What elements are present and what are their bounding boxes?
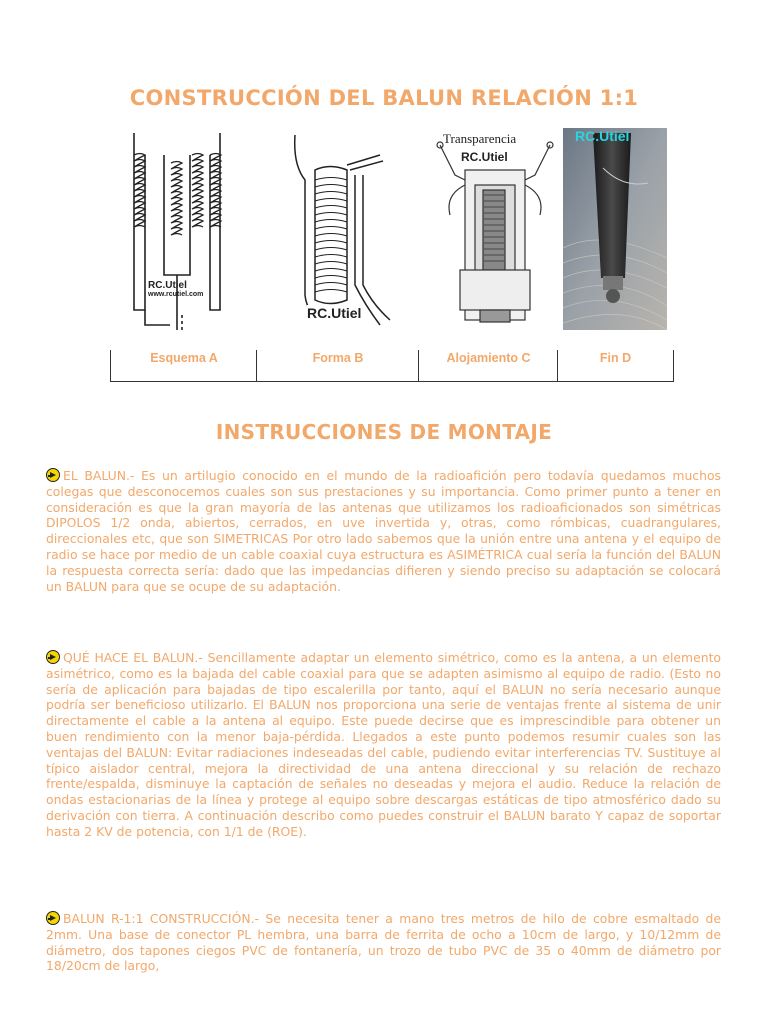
figure-label: RC.Utiel xyxy=(575,128,630,144)
schematic-a-image xyxy=(120,125,240,335)
arrow-bullet-icon xyxy=(46,911,60,925)
housing-c-image xyxy=(435,125,555,335)
figure-label: RC.Utiel xyxy=(148,280,187,291)
paragraph-text: Se necesita tener a mano tres metros de hilo de cobre esmaltado de 2mm. Una base de conector PL hembra, una barra de ferrita de ocho a 10cm de largo, y 10/12mm de diámetro, dos tapones ciegos PVC de fontanería, un trozo de tubo PVC de 35 o 40mm de diámetro por 18/20cm de largo, xyxy=(46,911,721,974)
page-title: CONSTRUCCIÓN DEL BALUN RELACIÓN 1:1 xyxy=(129,86,639,110)
coil-form-b-image xyxy=(285,125,395,335)
figure-caption-table xyxy=(110,350,674,382)
arrow-bullet-icon xyxy=(46,650,60,664)
figure-caption-text: Transparencia xyxy=(443,131,517,146)
figure-label: RC.Utiel xyxy=(307,305,362,321)
arrow-bullet-icon xyxy=(46,468,60,482)
paragraph-heading: EL BALUN.- xyxy=(63,468,135,483)
paragraph-text: Sencillamente adaptar un elemento simétrico, como es la antena, a un elemento asimétrico, como es la bajada del cable coaxial para que se adapten asimismo al equipo de radio. (Esto no sería de aplicación para bajadas de tipo escalerilla por tanto, aquí el BALUN no sería necesario aunque podría ser beneficioso utilizarlo. El BALUN nos proporciona una serie de ventajas frente al sistema de unir directamente el cable a la antena al equipo. Este puede decirse que es imprescindible para obtener un buen rendimiento con la menor baja-pérdida. Llegados a este punto podemos resumir cuales son las ventajas del BALUN: Evitar radiaciones indeseadas del cable, pudiendo evitar interferencias TV. Sustituye al típico aislador central, mejora la directividad de una antena direccional y su relación de rechazo frente/espalda, disminuye la captación de señales no deseadas y mejora el audio. Reduce la relación de ondas estacionarias de la línea y protege al equipo sobre descargas estáticas de tipo atmosférico dado su derivación con tierra. A continuación describo como puedes construir el BALUN barato Y capaz de soportar hasta 2 KV de potencia, con 1/1 de (ROE). xyxy=(46,650,722,839)
figure-url: www.rcutiel.com xyxy=(148,291,204,298)
caption-schema-a: Esquema A xyxy=(110,350,257,381)
paragraph-heading: QUÉ HACE EL BALUN.- xyxy=(63,650,203,665)
caption-forma-b: Forma B xyxy=(256,350,419,381)
paragraph-text: Es un artilugio conocido en el mundo de la radioafición pero todavía quedamos muchos colegas que desconocemos cuales son sus prestaciones y su importancia. Como primer punto a tener en consideración es que la gran mayoría de las antenas que utilizamos los radioaficionados son simétricas DIPOLOS 1/2 onda, abiertos, cerrados, en uve invertida y, otras, como rómbicas, cuadrangulares, direccionales etc, que son SIMETRICAS Por otro lado sabemos que la unión entre una antena y el equipo de radio se hace por medio de un cable coaxial cuya estructura es ASIMÉTRICA cual sería la función del BALUN la respuesta correcta sería: dado que las impedancias difieren y siendo preciso su adaptación se colocará un BALUN para que se ocupe de su adaptación. xyxy=(46,468,721,594)
paragraph-heading: BALUN R-1:1 CONSTRUCCIÓN.- xyxy=(63,911,260,926)
paragraph-el-balun xyxy=(46,468,721,594)
section-title: INSTRUCCIONES DE MONTAJE xyxy=(215,420,553,444)
paragraph-construccion xyxy=(46,911,721,974)
caption-alojamiento-c: Alojamiento C xyxy=(418,350,558,381)
caption-fin-d: Fin D xyxy=(557,350,674,381)
paragraph-que-hace xyxy=(46,650,721,840)
finished-balun-d-photo xyxy=(563,128,667,330)
figure-label: RC.Utiel xyxy=(461,150,508,164)
